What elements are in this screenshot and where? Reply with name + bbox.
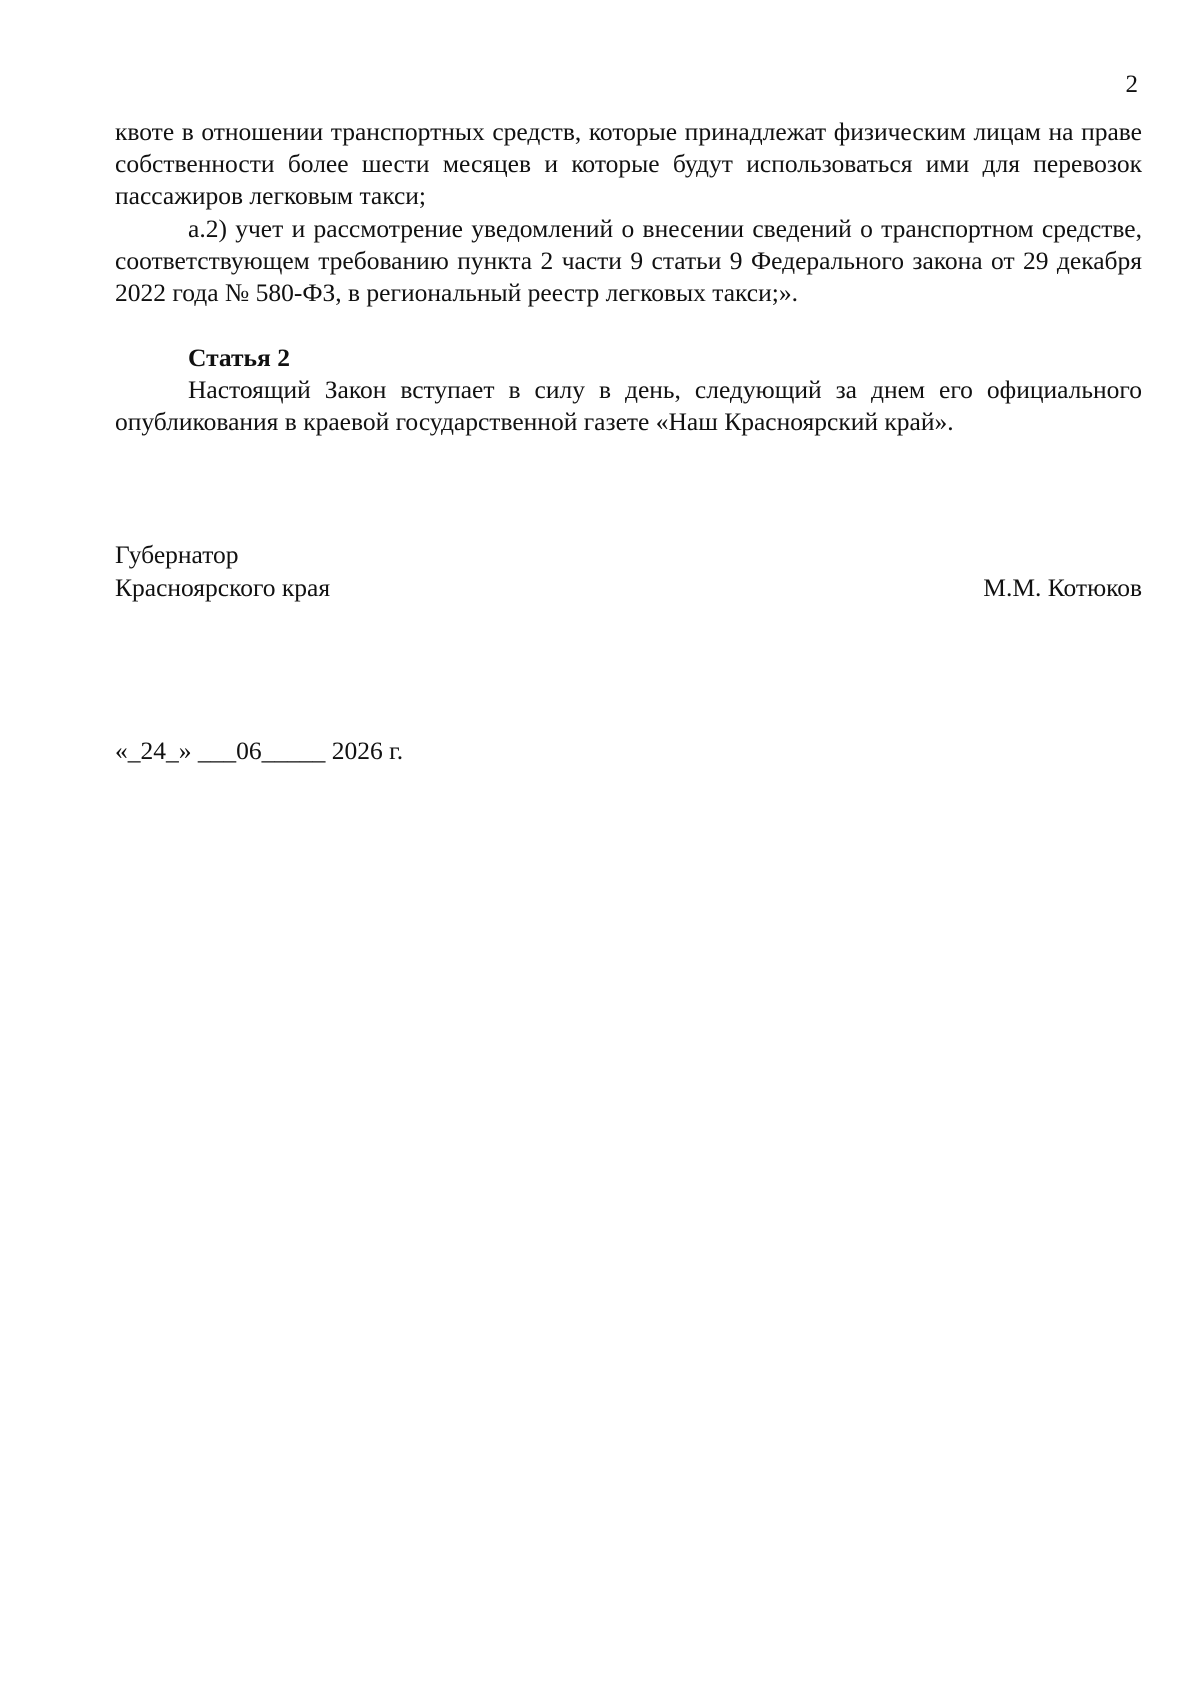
continuation-section [115,116,1142,309]
signing-date: «_24_» ___06_____ 2026 г. [115,736,404,765]
signature-block [115,539,1142,604]
signature-row [115,572,1142,605]
page-number: 2 [1125,71,1138,98]
article-text: Настоящий Закон вступает в силу в день, следующий за днем его официального опубликования в краевой государственной газете «Наш Красноярский край». [115,375,1142,437]
article-2-section [115,342,1142,439]
signer-position-line-2: Красноярского края [115,572,331,602]
subitem-a2-paragraph: а.2) учет и рассмотрение уведомлений о внесении сведений о транспортном средстве, соответствующем требованию пункта 2 части 9 статьи 9 Федерального закона от 29 декабря 2022 года № 580-ФЗ, в региональный реестр легковых такси;». [115,213,1142,308]
continuation-paragraph: квоте в отношении транспортных средств, которые принадлежат физическим лицам на праве собственности более шести месяцев и которые будут использоваться ими для перевозок пассажиров легковым такси; [115,117,1142,211]
signer-name: М.М. Котюков [983,572,1142,602]
article-heading: Статья 2 [188,343,290,372]
signer-position-line-1: Губернатор [115,540,239,569]
